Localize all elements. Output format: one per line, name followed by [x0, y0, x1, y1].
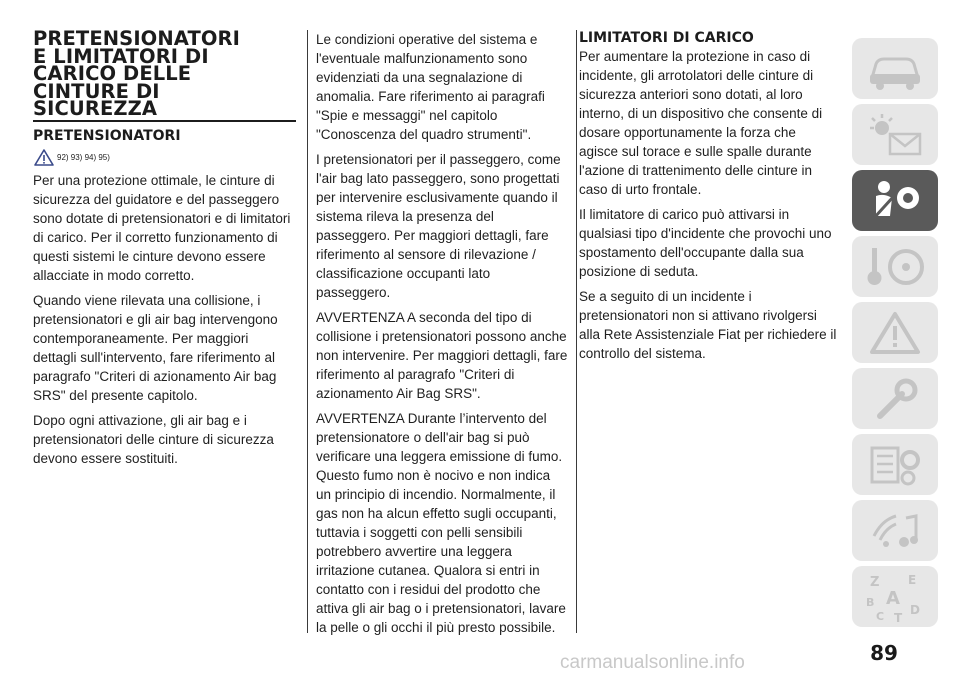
- seatbelt-airbag-icon: [862, 176, 928, 226]
- section-title: PRETENSIONATORI E LIMITATORI DI CARICO DELLE CINTURE DI SICUREZZA: [33, 27, 240, 120]
- chapter-tab-dashboard[interactable]: [852, 104, 938, 165]
- svg-text:D: D: [910, 602, 920, 617]
- chapter-tab-multimedia[interactable]: [852, 500, 938, 561]
- paragraph: Il limitatore di carico può attivarsi in qualsiasi tipo d'incidente che provochi uno spostamento dell'occupante dalla sua posizione di seduta.: [579, 207, 832, 279]
- paragraph: AVVERTENZA A seconda del tipo di collisione i pretensionatori possono anche non intervenire. Per maggiori dettagli, fare riferimento al paragrafo "Criteri di azionamento Air Bag SRS".: [316, 310, 568, 401]
- chapter-tab-specs[interactable]: [852, 434, 938, 495]
- column-divider: [307, 30, 308, 633]
- multimedia-icon: [862, 506, 928, 556]
- specs-gears-icon: [862, 440, 928, 490]
- svg-text:C: C: [876, 609, 885, 622]
- column-2: [316, 30, 568, 643]
- paragraph: Se a seguito di un incidente i pretensionatori non si attivano rivolgersi alla Rete Assistenziale Fiat per richiedere il controllo del sistema.: [579, 289, 837, 361]
- chapter-tab-index[interactable]: [852, 566, 938, 627]
- reference-numbers: 92) 93) 94) 95): [57, 153, 110, 162]
- chapter-tab-start-drive[interactable]: [852, 236, 938, 297]
- column-1: [33, 27, 295, 474]
- paragraph: Per aumentare la protezione in caso di incidente, gli arrotolatori delle cinture di sicurezza anteriori sono dotati, al loro interno, di un dispositivo che consente di dosare opportunamente la forza che agisce sul torace e sulle spalle durante l'azione di trattenimento delle cinture in caso di urto frontale.: [579, 49, 823, 197]
- subsection-title-pretensionatori: PRETENSIONATORI: [33, 127, 181, 144]
- svg-text:T: T: [894, 610, 903, 622]
- paragraph: Quando viene rilevata una collisione, i pretensionatori e gli air bag intervengono contemporaneamente. Per maggiori dettagli sull'intervento, fare riferimento al paragrafo "Criteri di azionamento Air bag SRS" del presente capitolo.: [33, 292, 278, 403]
- column-divider: [576, 30, 577, 633]
- chapter-tab-car[interactable]: [852, 38, 938, 99]
- subsection-title-limitatori: LIMITATORI DI CARICO: [579, 30, 754, 46]
- paragraph: I pretensionatori per il passeggero, come l'air bag lato passeggero, sono progettati per intervenire esclusivamente quando il sistema rileva la presenza del passeggero. Per maggiori dettagli, fare riferimento al sensore di rilevazione / classificazione occupanti lato passeggero.: [316, 152, 561, 300]
- page-number: 89: [870, 641, 898, 665]
- svg-text:A: A: [886, 587, 900, 609]
- alphabet-index-icon: [862, 572, 928, 622]
- key-steering-icon: [862, 242, 928, 292]
- warning-references: [33, 148, 295, 168]
- chapter-tab-emergency[interactable]: [852, 302, 938, 363]
- column-3: [579, 30, 837, 369]
- paragraph: AVVERTENZA Durante l’intervento del pretensionatore o dell'air bag si può verificare una leggera emissione di fumo. Questo fumo non è nocivo e non indica un principio di incendio. Normalmente, il gas non ha alcun effetto sugli occupanti, tuttavia i soggetti con pelli sensibili potrebbero avvertire una leggera irritazione cutanea. Qualora si entri in contatto con i residui del prodotto che attiva gli air bag o i pretensionatori, lavare la pelle o gli occhi il più presto possibile.: [316, 411, 566, 635]
- dashboard-lights-icon: [862, 110, 928, 160]
- svg-text:E: E: [908, 572, 917, 587]
- car-icon: [862, 44, 928, 94]
- chapter-tab-safety[interactable]: [852, 170, 938, 231]
- svg-text:Z: Z: [870, 574, 880, 590]
- chapter-tab-maintenance[interactable]: [852, 368, 938, 429]
- svg-text:B: B: [866, 595, 875, 609]
- watermark-footer: carmanualsonline.info: [560, 652, 745, 673]
- warning-triangle-icon: [33, 148, 55, 168]
- warning-triangle-icon: [862, 308, 928, 358]
- paragraph: Dopo ogni attivazione, gli air bag e i pretensionatori delle cinture di sicurezza devono essere sostituiti.: [33, 412, 274, 466]
- paragraph: Le condizioni operative del sistema e l'eventuale malfunzionamento sono evidenziati da una segnalazione di anomalia. Fare riferimento ai paragrafi "Spie e messaggi" nel capitolo "Conoscenza del quadro strumenti".: [316, 32, 545, 142]
- paragraph: Per una protezione ottimale, le cinture di sicurezza del guidatore e del passeggero sono dotate di pretensionatori e di limitatori di carico. Per il corretto funzionamento di questi sistemi le cinture devono essere allacciate in modo corretto.: [33, 172, 291, 283]
- wrench-icon: [862, 374, 928, 424]
